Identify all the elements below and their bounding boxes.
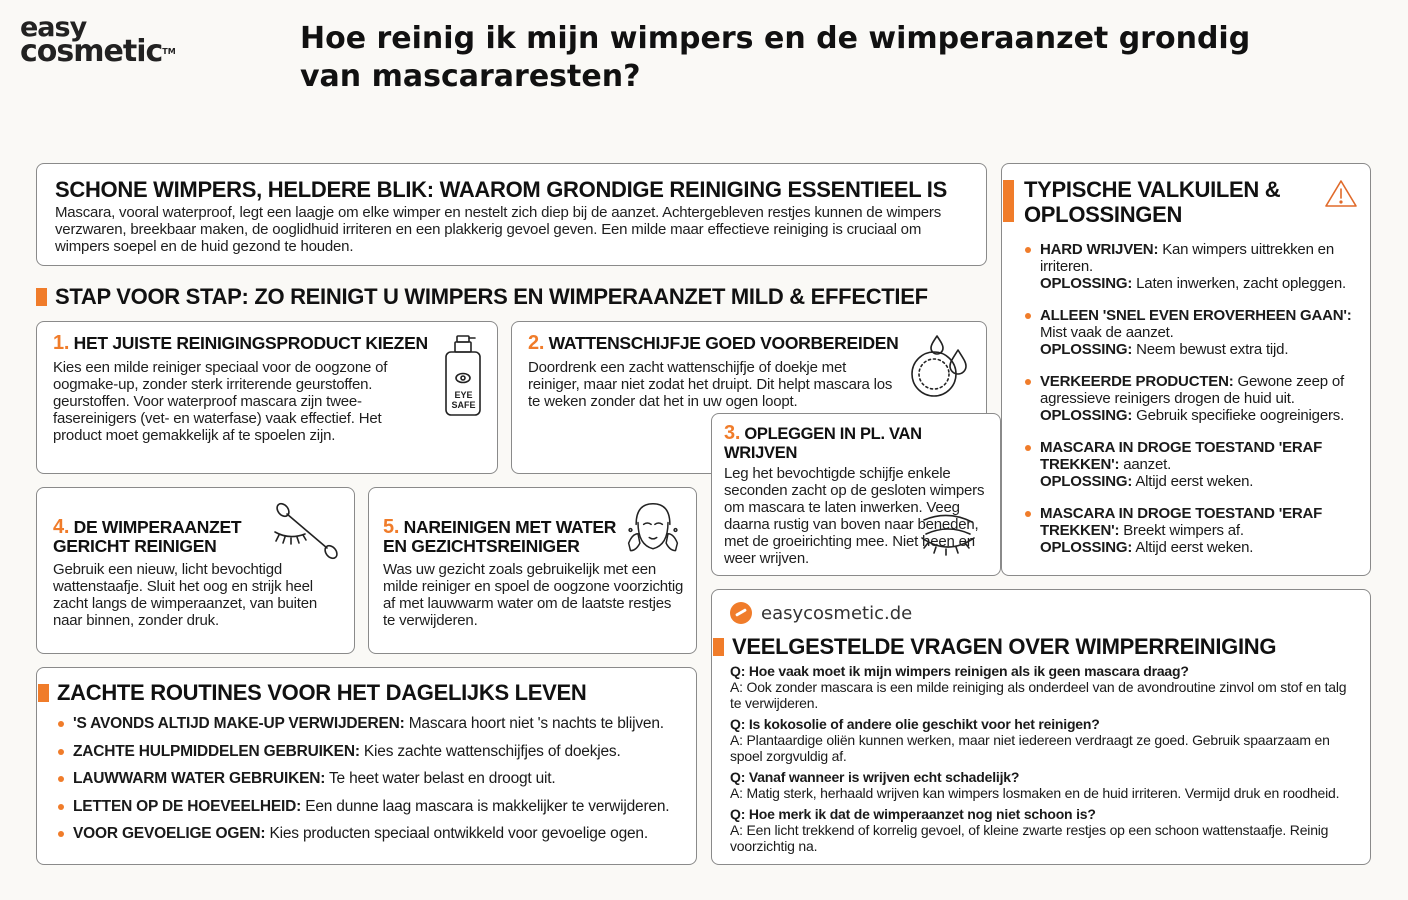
list-item: ALLEEN 'SNEL EVEN EROVERHEEN GAAN': Mist vaak de aanzet. OPLOSSING: Neem bewust extra tijd. <box>1024 307 1352 358</box>
faq-answer: A: Plantaardige oliën kunnen werken, maar niet iedereen verdraagt ze goed. Gebruik spaarzaam en spoel zorgvuldig af. <box>730 732 1330 764</box>
step-text: Leg het bevochtigde schijfje enkele seconden zacht op de gesloten wimpers om mascara te laten inwerken. Veeg daarna rustig van boven naar beneden, met de groeirichting mee. Niet heen en weer wrijven. <box>724 465 985 567</box>
page-title: Hoe reinig ik mijn wimpers en de wimperaanzet grondig van mascararesten? <box>300 21 1251 94</box>
faq-question: Q: Hoe vaak moet ik mijn wimpers reinigen als ik geen mascara draag? <box>730 663 1189 679</box>
pitfalls-card <box>1001 163 1371 576</box>
list-item: VERKEERDE PRODUCTEN: Gewone zeep of agressieve reinigers drogen de huid uit. OPLOSSING: Gebruik specifieke oogreinigers. <box>1024 373 1352 424</box>
heading-marker <box>36 288 47 306</box>
list-item: HARD WRIJVEN: Kan wimpers uittrekken en irriteren. OPLOSSING: Laten inwerken, zacht opleggen. <box>1024 241 1352 292</box>
list-item: MASCARA IN DROGE TOESTAND 'ERAF TREKKEN': Breekt wimpers af. OPLOSSING: Altijd eerst weken. <box>1024 505 1352 556</box>
list-item: LETTEN OP DE HOEVEELHEID: Een dunne laag mascara is makkelijker te verwijderen. <box>57 798 676 815</box>
list-item: MASCARA IN DROGE TOESTAND 'ERAF TREKKEN': aanzet. OPLOSSING: Altijd eerst weken. <box>1024 439 1352 490</box>
faq-card <box>711 589 1371 865</box>
heading-marker <box>1003 180 1014 222</box>
step-number: 3. <box>724 422 741 444</box>
faq-question: Q: Is kokosolie of andere olie geschikt voor het reinigen? <box>730 716 1100 732</box>
face-washing-icon <box>623 500 683 560</box>
steps-heading <box>36 284 928 309</box>
list-item: LAUWWARM WATER GEBRUIKEN: Te heet water belast en droogt uit. <box>57 770 676 787</box>
faq-answer: A: Matig sterk, herhaald wrijven kan wimpers losmaken en de huid irriteren. Vermijd druk en roodheid. <box>730 785 1340 801</box>
intro-text: Mascara, vooral waterproof, legt een laagje om elke wimper en nestelt zich diep bij de aanzet. Achtergebleven restjes kunnen de wimpers verzwaren, breekbaar maken, de ooglidhuid irriteren en een plakkerig gevoel geven. Een milde maar effectieve reiniging is cruciaal om wimpers soepel en de huid gezond te houden. <box>55 204 942 255</box>
step-text: Gebruik een nieuw, licht bevochtigd wattenstaafje. Sluit het oog en strijk heel zacht langs de wimperaanzet, van buiten naar binnen, zonder druk. <box>53 561 318 629</box>
list-item: 'S AVONDS ALTIJD MAKE-UP VERWIJDEREN: Mascara hoort niet 's nachts te blijven. <box>57 715 676 732</box>
step-number: 1. <box>53 332 70 354</box>
pitfalls-list <box>1024 241 1352 556</box>
step-number: 2. <box>528 332 545 354</box>
heading-marker <box>38 684 49 702</box>
intro-card <box>36 163 987 266</box>
faq-brand: easycosmetic.de <box>730 600 1354 626</box>
intro-heading: SCHONE WIMPERS, HELDERE BLIK: WAAROM GRONDIGE REINIGING ESSENTIEEL IS <box>55 177 947 202</box>
step-title: 1. HET JUISTE REINIGINGSPRODUCT KIEZEN <box>53 332 428 354</box>
list-item: ZACHTE HULPMIDDELEN GEBRUIKEN: Kies zachte wattenschijfjes of doekjes. <box>57 743 676 760</box>
step-card-3 <box>711 413 1001 576</box>
faq-question: Q: Hoe merk ik dat de wimperaanzet nog niet schoon is? <box>730 806 1096 822</box>
faq-answer: A: Ook zonder mascara is een milde reiniging als onderdeel van de avondroutine zinvol om stof en talg te verwijderen. <box>730 679 1347 711</box>
closed-eye-icon <box>918 512 978 556</box>
brand-logo <box>20 12 176 69</box>
pitfalls-heading: TYPISCHE VALKUILEN & OPLOSSINGEN <box>1024 177 1281 227</box>
bottle-label: EYE SAFE <box>451 390 476 410</box>
logo-trademark: TM <box>162 47 176 56</box>
warning-icon <box>1324 178 1358 208</box>
step-number: 5. <box>383 516 400 538</box>
step-card-5 <box>368 487 697 654</box>
cotton-pad-drop-icon <box>908 332 972 402</box>
step-title: 5. NAREINIGEN MET WATER EN GEZICHTSREINIGER <box>383 516 617 556</box>
faq-heading: VEELGESTELDE VRAGEN OVER WIMPERREINIGING <box>712 634 1354 659</box>
step-number: 4. <box>53 516 70 538</box>
step-text: Was uw gezicht zoals gebruikelijk met een milde reiniger en spoel de oogzone voorzichtig af met lauwwarm water om de laatste restjes te verwijderen. <box>383 561 684 629</box>
faq-question: Q: Vanaf wanneer is wrijven echt schadelijk? <box>730 769 1020 785</box>
step-text: Doordrenk een zacht wattenschijfje of doekje met reiniger, maar niet zodat het druipt. Dit helpt mascara los te weken zonder dat het in uw ogen loopt. <box>528 359 893 410</box>
routines-card <box>36 667 697 865</box>
routines-heading: ZACHTE ROUTINES VOOR HET DAGELIJKS LEVEN <box>37 680 676 705</box>
step-title: 4. DE WIMPERAANZET GERICHT REINIGEN <box>53 516 242 556</box>
logo-line-2: cosmetic <box>20 34 163 69</box>
step-title: 2. WATTENSCHIJFJE GOED VOORBEREIDEN <box>528 332 899 354</box>
list-item: VOOR GEVOELIGE OGEN: Kies producten speciaal ontwikkeld voor gevoelige ogen. <box>57 825 676 842</box>
step-card-4 <box>36 487 355 654</box>
routines-list <box>57 715 676 842</box>
step-title: 3. OPLEGGEN IN PL. VAN WRIJVEN <box>724 422 922 462</box>
cotton-swab-lashes-icon <box>273 502 343 562</box>
brand-globe-icon <box>730 602 752 624</box>
step-card-1 <box>36 321 498 474</box>
steps-heading-text: STAP VOOR STAP: ZO REINIGT U WIMPERS EN WIMPERAANZET MILD & EFFECTIEF <box>55 284 928 309</box>
logo-line-1: easy <box>20 12 87 43</box>
faq-list <box>730 663 1354 854</box>
faq-answer: A: Een licht trekkend of korrelig gevoel, of kleine zwarte restjes op een schoon wattenstaafje. Reinig voorzichtig na. <box>730 822 1329 854</box>
heading-marker <box>713 638 724 656</box>
step-text: Kies een milde reiniger speciaal voor de oogzone of oogmake-up, zonder sterk irriterende geurstoffen. geurstoffen. Voor waterproof mascara zijn twee-fasereinigers (vet- en waterfase) vaak effectief. Het product moet gemakkelijk af te spoelen zijn. <box>53 359 388 444</box>
